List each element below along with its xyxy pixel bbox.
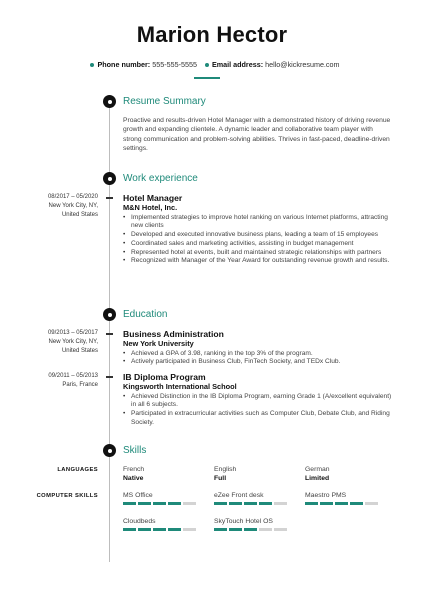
school-name: Kingsworth International School bbox=[123, 382, 237, 391]
skill-rating-bar bbox=[123, 502, 205, 505]
list-item: • Implemented strategies to improve hotel ranking on various Internet platforms, attracting new clients bbox=[123, 214, 393, 232]
summary-section-icon bbox=[103, 95, 116, 108]
rating-segment bbox=[138, 502, 151, 505]
skill-level: Limited bbox=[305, 475, 330, 482]
education-title: Education bbox=[123, 309, 168, 320]
edu-bullets bbox=[123, 350, 393, 368]
rating-segment bbox=[214, 528, 227, 531]
rating-segment bbox=[183, 528, 196, 531]
date-range: 09/2011 – 05/2013 bbox=[48, 373, 98, 379]
computer-skill bbox=[123, 491, 205, 505]
languages-label: LANGUAGES bbox=[57, 467, 98, 473]
computer-skills-label: COMPUTER SKILLS bbox=[36, 493, 98, 499]
edu-bullets bbox=[123, 393, 393, 428]
list-item: • Recognized with Manager of the Year Award for outstanding revenue growth and results. bbox=[123, 257, 393, 266]
language-skill bbox=[123, 465, 205, 483]
employer: M&N Hotel, Inc. bbox=[123, 203, 178, 212]
rating-segment bbox=[335, 502, 348, 505]
rating-segment bbox=[259, 528, 272, 531]
rating-segment bbox=[365, 502, 378, 505]
rating-segment bbox=[244, 528, 257, 531]
computer-skill bbox=[214, 517, 296, 531]
resume-name: Marion Hector bbox=[136, 22, 288, 47]
skill-name: English bbox=[214, 466, 237, 473]
list-item: • Coordinated sales and marketing activities, assisting in budget management bbox=[123, 240, 393, 249]
degree-title: Business Administration bbox=[123, 329, 224, 339]
location: New York City, NY, United States bbox=[48, 203, 98, 218]
skill-name: French bbox=[123, 466, 145, 473]
skill-level: Native bbox=[123, 475, 144, 482]
school-name: New York University bbox=[123, 339, 194, 348]
rating-segment bbox=[153, 528, 166, 531]
rating-segment bbox=[123, 528, 136, 531]
summary-title: Resume Summary bbox=[123, 96, 206, 107]
skills-section-icon bbox=[103, 444, 116, 457]
email-value: hello@kickresume.com bbox=[265, 60, 340, 69]
job-bullets bbox=[123, 214, 393, 267]
entry-marker bbox=[106, 333, 113, 335]
skill-rating-bar bbox=[305, 502, 387, 505]
skill-name: Maestro PMS bbox=[305, 492, 347, 499]
edu-entry-date bbox=[0, 372, 98, 390]
work-title: Work experience bbox=[123, 173, 198, 184]
rating-segment bbox=[229, 528, 242, 531]
list-item: • Represented hotel at events, built and maintained strategic relationships with partners bbox=[123, 249, 393, 258]
language-skill bbox=[305, 465, 387, 483]
edu-entry-date bbox=[0, 329, 98, 356]
rating-segment bbox=[138, 528, 151, 531]
computer-skill bbox=[305, 491, 387, 505]
rating-segment bbox=[123, 502, 136, 505]
location: New York City, NY, United States bbox=[48, 339, 98, 354]
skill-name: SkyTouch Hotel OS bbox=[214, 518, 273, 525]
rating-segment bbox=[274, 502, 287, 505]
bullet-dot-icon bbox=[90, 63, 94, 67]
rating-segment bbox=[183, 502, 196, 505]
rating-segment bbox=[168, 528, 181, 531]
phone-value: 555-555-5555 bbox=[152, 60, 197, 69]
skill-name: Cloudbeds bbox=[123, 518, 156, 525]
date-range: 09/2013 – 05/2017 bbox=[47, 330, 98, 336]
entry-marker bbox=[106, 376, 113, 378]
timeline-line bbox=[109, 100, 110, 562]
rating-segment bbox=[350, 502, 363, 505]
header-divider bbox=[194, 77, 220, 79]
degree-title: IB Diploma Program bbox=[123, 372, 206, 382]
list-item: • Achieved Distinction in the IB Diploma Program, earning Grade 1 (A/excellent equivalent) in all 6 subjects. bbox=[123, 393, 393, 411]
rating-segment bbox=[259, 502, 272, 505]
phone-label: Phone number: bbox=[97, 60, 151, 69]
language-skill bbox=[214, 465, 296, 483]
email-label: Email address: bbox=[211, 60, 264, 69]
date-range: 08/2017 – 05/2020 bbox=[47, 194, 98, 200]
skill-rating-bar bbox=[214, 502, 296, 505]
list-item: • Developed and executed innovative business plans, leading a team of 15 employees bbox=[123, 231, 393, 240]
list-item: • Actively participated in Business Club, FinTech Society, and TEDx Club. bbox=[123, 358, 393, 367]
skill-name: MS Office bbox=[123, 492, 153, 499]
rating-segment bbox=[320, 502, 333, 505]
bullet-dot-icon bbox=[205, 63, 209, 67]
list-item: • Participated in extracurricular activities such as Computer Club, Debate Club, and Riding Society. bbox=[123, 410, 393, 428]
education-entry bbox=[123, 329, 393, 367]
rating-segment bbox=[244, 502, 257, 505]
computer-skill bbox=[123, 517, 205, 531]
job-title: Hotel Manager bbox=[123, 193, 183, 203]
skill-level: Full bbox=[214, 475, 227, 482]
entry-marker bbox=[106, 197, 113, 199]
work-entry bbox=[123, 193, 393, 266]
rating-segment bbox=[153, 502, 166, 505]
skill-rating-bar bbox=[214, 528, 296, 531]
computer-skill bbox=[214, 491, 296, 505]
rating-segment bbox=[229, 502, 242, 505]
education-section-icon bbox=[103, 308, 116, 321]
work-section-icon bbox=[103, 172, 116, 185]
rating-segment bbox=[214, 502, 227, 505]
list-item: • Achieved a GPA of 3.98, ranking in the top 3% of the program. bbox=[123, 350, 393, 359]
skill-name: German bbox=[305, 466, 330, 473]
rating-segment bbox=[274, 528, 287, 531]
skills-title: Skills bbox=[123, 445, 147, 456]
summary-text: Proactive and results-driven Hotel Manager with a demonstrated history of driving revenue growth and expanding clientele. A dynamic leader and collaborative team player with strong communication and problem-solving abilities. Thrives in fast-paced, deadline-driven settings. bbox=[123, 117, 391, 153]
rating-segment bbox=[305, 502, 318, 505]
skill-name: eZee Front desk bbox=[214, 492, 264, 499]
skill-rating-bar bbox=[123, 528, 205, 531]
work-entry-date bbox=[0, 193, 98, 220]
contact-line bbox=[0, 60, 424, 69]
rating-segment bbox=[168, 502, 181, 505]
location: Paris, France bbox=[62, 382, 98, 388]
education-entry bbox=[123, 372, 393, 428]
